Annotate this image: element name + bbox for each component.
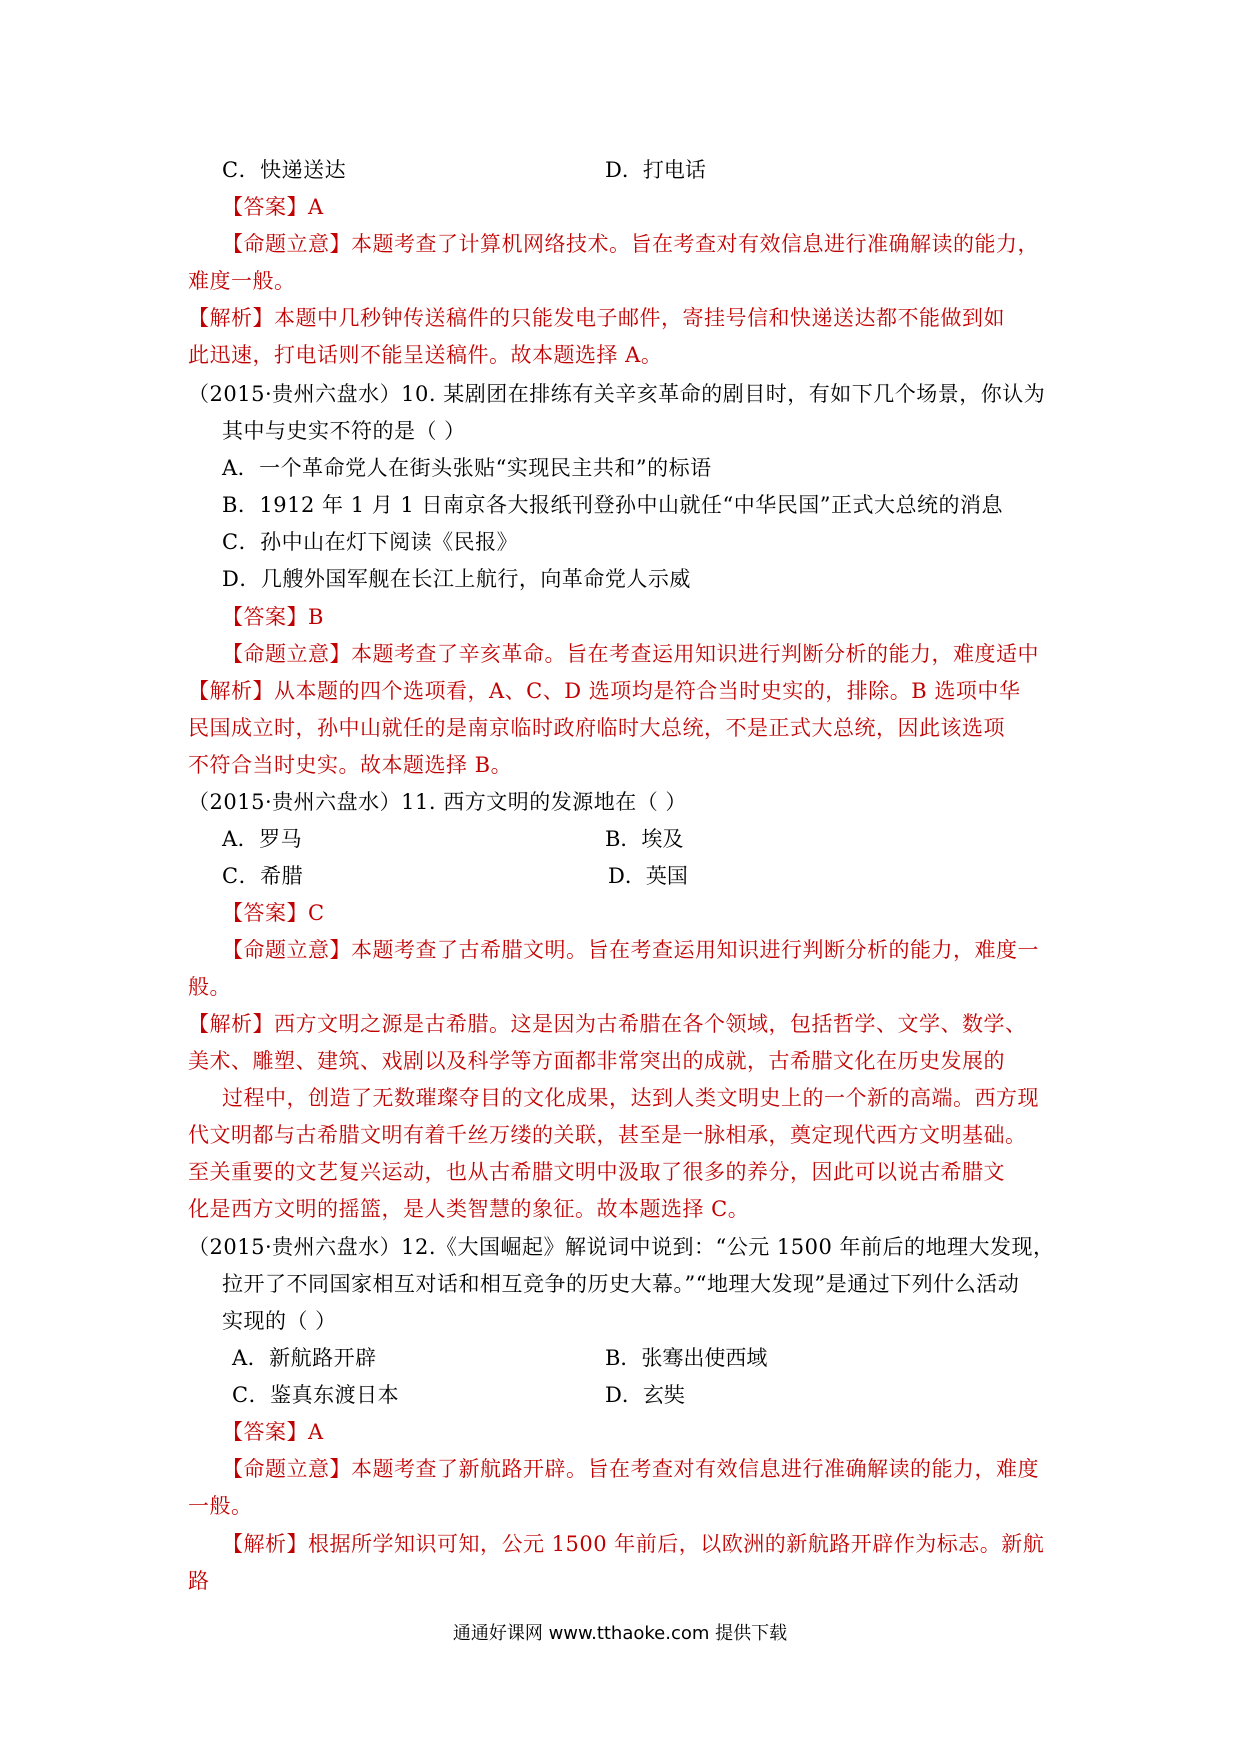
q9-intent-line-2: 难度一般。: [188, 269, 296, 293]
q10-answer: 【答案】B: [222, 605, 324, 629]
q10-option-a: A．一个革命党人在街头张贴“实现民主共和”的标语: [222, 456, 712, 480]
q11-option-c: C．希腊: [222, 864, 304, 888]
q10-stem-line-2: 其中与史实不符的是（ ）: [222, 419, 466, 443]
q11-stem-line-1: （2015·贵州六盘水）11. 西方文明的发源地在（ ）: [188, 790, 687, 814]
q12-answer: 【答案】A: [222, 1420, 324, 1444]
q10-option-c: C．孙中山在灯下阅读《民报》: [222, 530, 519, 554]
q9-option-c: C．快递送达: [222, 158, 347, 182]
q11-analysis-line-3: 过程中，创造了无数璀璨夺目的文化成果，达到人类文明史上的一个新的高端。西方现: [222, 1086, 1039, 1110]
q12-stem-line-2: 拉开了不同国家相互对话和相互竞争的历史大幕。”“地理大发现”是通过下列什么活动: [222, 1272, 1020, 1296]
q11-analysis-line-2: 美术、雕塑、建筑、戏剧以及科学等方面都非常突出的成就，古希腊文化在历史发展的: [188, 1049, 1005, 1073]
page-footer: 通通好课网 www.tthaoke.com 提供下载: [452, 1623, 788, 1644]
q12-analysis-line-1: 【解析】根据所学知识可知，公元 1500 年前后，以欧洲的新航路开辟作为标志。新航: [222, 1532, 1045, 1556]
q11-answer: 【答案】C: [222, 901, 325, 925]
q11-analysis-line-6: 化是西方文明的摇篮，是人类智慧的象征。故本题选择 C。: [188, 1197, 750, 1221]
q10-stem-line-1: （2015·贵州六盘水）10. 某剧团在排练有关辛亥革命的剧目时，有如下几个场景，你认为: [188, 382, 1046, 406]
q12-intent-line-2: 一般。: [188, 1494, 253, 1518]
q10-analysis-line-3: 不符合当时史实。故本题选择 B。: [188, 753, 513, 777]
q11-option-b: B．埃及: [605, 827, 684, 851]
q12-intent-line-1: 【命题立意】本题考查了新航路开辟。旨在考查对有效信息进行准确解读的能力，难度: [222, 1457, 1039, 1481]
q10-option-b: B．1912 年 1 月 1 日南京各大报纸刊登孙中山就任“中华民国”正式大总统的消息: [222, 493, 1003, 517]
q11-intent-line-2: 般。: [188, 975, 231, 999]
q12-option-d: D．玄奘: [605, 1383, 685, 1407]
q9-analysis-line-2: 此迅速，打电话则不能呈送稿件。故本题选择 A。: [188, 343, 663, 367]
q12-stem-line-1: （2015·贵州六盘水）12.《大国崛起》解说词中说到：“公元 1500 年前后的地理大发现，: [188, 1235, 1055, 1259]
q12-option-c: C．鉴真东渡日本: [232, 1383, 400, 1407]
q11-analysis-line-5: 至关重要的文艺复兴运动，也从古希腊文明中汲取了很多的养分，因此可以说古希腊文: [188, 1160, 1005, 1184]
q9-intent-line-1: 【命题立意】本题考查了计算机网络技术。旨在考查对有效信息进行准确解读的能力，: [222, 232, 1039, 256]
q12-analysis-line-2: 路: [188, 1569, 210, 1593]
q11-option-a: A．罗马: [222, 827, 303, 851]
q11-analysis-line-1: 【解析】西方文明之源是古希腊。这是因为古希腊在各个领域，包括哲学、文学、数学、: [188, 1012, 1027, 1036]
q10-analysis-line-2: 民国成立时，孙中山就任的是南京临时政府临时大总统，不是正式大总统，因此该选项: [188, 716, 1005, 740]
q12-option-a: A．新航路开辟: [232, 1346, 377, 1370]
q12-option-b: B．张骞出使西域: [605, 1346, 768, 1370]
q11-intent-line-1: 【命题立意】本题考查了古希腊文明。旨在考查运用知识进行判断分析的能力，难度一: [222, 938, 1039, 962]
q11-analysis-line-4: 代文明都与古希腊文明有着千丝万缕的关联，甚至是一脉相承，奠定现代西方文明基础。: [188, 1123, 1027, 1147]
q10-intent-line-1: 【命题立意】本题考查了辛亥革命。旨在考查运用知识进行判断分析的能力，难度适中: [222, 642, 1039, 666]
q9-option-d: D．打电话: [605, 158, 706, 182]
q10-option-d: D．几艘外国军舰在长江上航行，向革命党人示威: [222, 567, 691, 591]
q9-analysis-line-1: 【解析】本题中几秒钟传送稿件的只能发电子邮件，寄挂号信和快递送达都不能做到如: [188, 306, 1005, 330]
q12-stem-line-3: 实现的（ ）: [222, 1309, 337, 1333]
q10-analysis-line-1: 【解析】从本题的四个选项看，A、C、D 选项均是符合当时史实的，排除。B 选项中华: [188, 679, 1021, 703]
q11-option-d: D．英国: [608, 864, 688, 888]
q9-answer: 【答案】A: [222, 195, 324, 219]
